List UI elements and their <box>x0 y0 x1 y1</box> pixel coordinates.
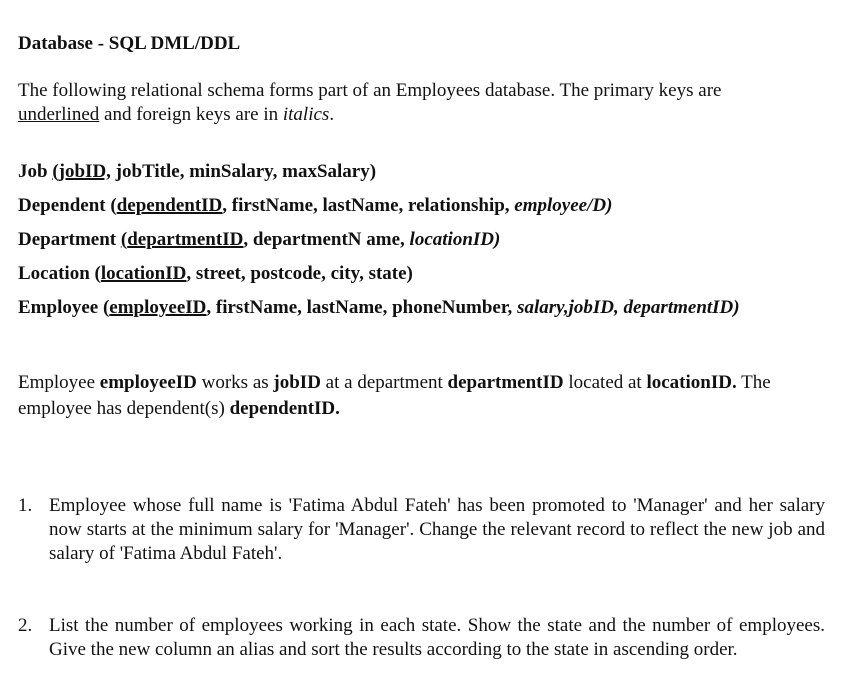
intro-italics: italics <box>282 104 330 125</box>
schema-location: Location (locationID, street, postcode, city, state) <box>18 263 413 284</box>
question-number: 1. <box>18 495 33 516</box>
question-text: Employee whose full name is 'Fatima Abdul Fateh' has been promoted to 'Manager' and her salary now starts at the minimum salary for 'Manager'. Change the relevant record to reflect the new job and salary of 'Fatima Abdul Fateh'. <box>49 495 825 564</box>
schema-job: Job (jobID, jobTitle, minSalary, maxSalary) <box>18 161 377 182</box>
intro-text: . <box>329 104 335 125</box>
question-text: List the number of employees working in each state. Show the state and the number of employees. Give the new column an alias and sort the results according to the state in ascending order. <box>49 615 825 660</box>
question-number: 2. <box>18 615 33 636</box>
intro-paragraph <box>18 79 798 127</box>
schema-dependent: Dependent (dependentID, firstName, lastName, relationship, employee/D) <box>18 195 613 216</box>
question-1 <box>18 494 825 566</box>
relationship-paragraph: Employee employeeID works as jobID at a department departmentID located at locationID. The employee has dependent(s) dependentID. <box>18 372 771 419</box>
intro-text: and foreign keys are in <box>99 104 283 125</box>
question-2 <box>18 614 825 662</box>
schema-department: Department (departmentID, departmentN ame, locationID) <box>18 229 501 250</box>
intro-text: The following relational schema forms part of an Employees database. The primary keys are <box>18 80 722 101</box>
intro-underlined: underlined <box>18 104 100 125</box>
document-title: Database - SQL DML/DDL <box>18 33 241 54</box>
schema-employee: Employee (employeeID, firstName, lastName, phoneNumber, salary,jobID, departmentID) <box>18 297 740 318</box>
